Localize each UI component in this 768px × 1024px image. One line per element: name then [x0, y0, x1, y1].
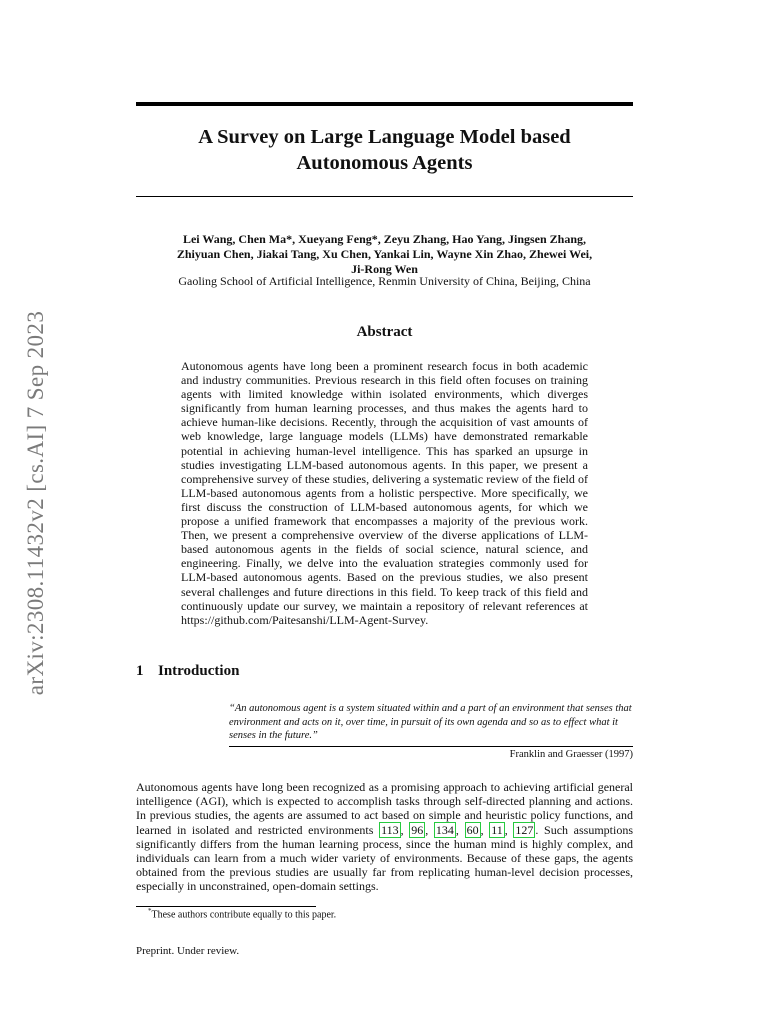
footnote-text: These authors contribute equally to this paper. — [151, 909, 337, 921]
title-top-rule — [136, 102, 633, 106]
section-number: 1 — [136, 663, 144, 679]
paper-title — [136, 124, 633, 176]
footnote-mark: * — [148, 907, 152, 915]
citation-separator: , — [400, 822, 410, 837]
abstract-heading: Abstract — [356, 324, 413, 340]
affiliation: Gaoling School of Artificial Intelligence, Renmin University of China, Beijing, China — [178, 274, 591, 288]
epigraph-rule — [229, 746, 633, 747]
citation-link[interactable]: 60 — [466, 822, 479, 837]
citation-link[interactable]: 127 — [515, 822, 534, 837]
citation-link[interactable]: 96 — [411, 822, 424, 837]
citation-link[interactable]: 11 — [491, 822, 503, 837]
citation-link[interactable]: 113 — [381, 822, 399, 837]
authors-line-1: Lei Wang, Chen Ma*, Xueyang Feng*, Zeyu Zhang, Hao Yang, Jingsen Zhang, — [182, 232, 587, 246]
citation-separator: , — [504, 822, 514, 837]
citation-link[interactable]: 134 — [435, 822, 454, 837]
citation-separator: , — [425, 822, 434, 837]
arxiv-sidebar-stamp — [14, 288, 58, 718]
citation-separator: , — [455, 822, 465, 837]
intro-paragraph — [136, 780, 633, 894]
section-heading — [136, 663, 239, 680]
title-line-1: A Survey on Large Language Model based — [198, 126, 571, 148]
authors-line-2: Zhiyuan Chen, Jiakai Tang, Xu Chen, Yankai Lin, Wayne Xin Zhao, Zhewei Wei, — [176, 247, 593, 261]
title-bottom-rule — [136, 196, 633, 197]
preprint-note: Preprint. Under review. — [136, 945, 240, 957]
authors-line-3: Ji-Rong Wen — [351, 262, 418, 276]
arxiv-id: arXiv:2308.11432v2 [cs.AI] 7 Sep 2023 — [23, 310, 49, 696]
citation-separator: , — [480, 822, 490, 837]
epigraph-quote: “An autonomous agent is a system situated within and a part of an environment that senses that environment and acts on it, over time, in pursuit of its own agenda and so as to effect what it senses in the future.” — [229, 703, 632, 741]
intro-text-part-1: Autonomous agents have long been recognized as a promising approach to achieving artificial general intelligence (AGI), which is expected to accomplish tasks through self-directed planning and actions. In previous studies, the agents are assumed to act based on simple and heuristic policy functions, and learned in isolated and restricted environments — [136, 780, 633, 837]
intro-text-part-2: . Such assumptions significantly differs from the human learning process, since the human mind is highly complex, and individuals can learn from a much wider variety of environments. Because of these gaps, the agents obtained from the previous studies are usually far from replicating human-level decision processes, especially in unconstrained, open-domain settings. — [136, 822, 634, 894]
author-list — [136, 232, 633, 277]
abstract-text: Autonomous agents have long been a prominent research focus in both academic and industry communities. Previous research in this field often focuses on training agents with limited knowledge within isolated environments, which diverges significantly from human learning processes, and thus makes the agents hard to achieve human-like decisions. Recently, through the acquisition of vast amounts of web knowledge, large language models (LLMs) have demonstrated remarkable potential in achieving human-level intelligence. This has sparked an upsurge in studies investigating LLM-based autonomous agents. In this paper, we present a comprehensive survey of these studies, delivering a systematic review of the field of LLM-based autonomous agents from a holistic perspective. More specifically, we first discuss the construction of LLM-based autonomous agents, for which we propose a unified framework that encompasses a majority of the previous work. Then, we present a comprehensive overview of the diverse applications of LLM-based autonomous agents in the fields of social science, natural science, and engineering. Finally, we delve into the evaluation strategies commonly used for LLM-based autonomous agents. Based on the previous studies, we also present several challenges and future directions in this field. To keep track of this field and continuously update our survey, we maintain a repository of relevant references at https://github.com/Paitesanshi/LLM-Agent-Survey. — [181, 359, 588, 627]
footnote — [148, 907, 336, 920]
section-title: Introduction — [158, 663, 240, 679]
epigraph-attribution: Franklin and Graesser (1997) — [509, 749, 633, 760]
title-line-2: Autonomous Agents — [296, 152, 473, 174]
